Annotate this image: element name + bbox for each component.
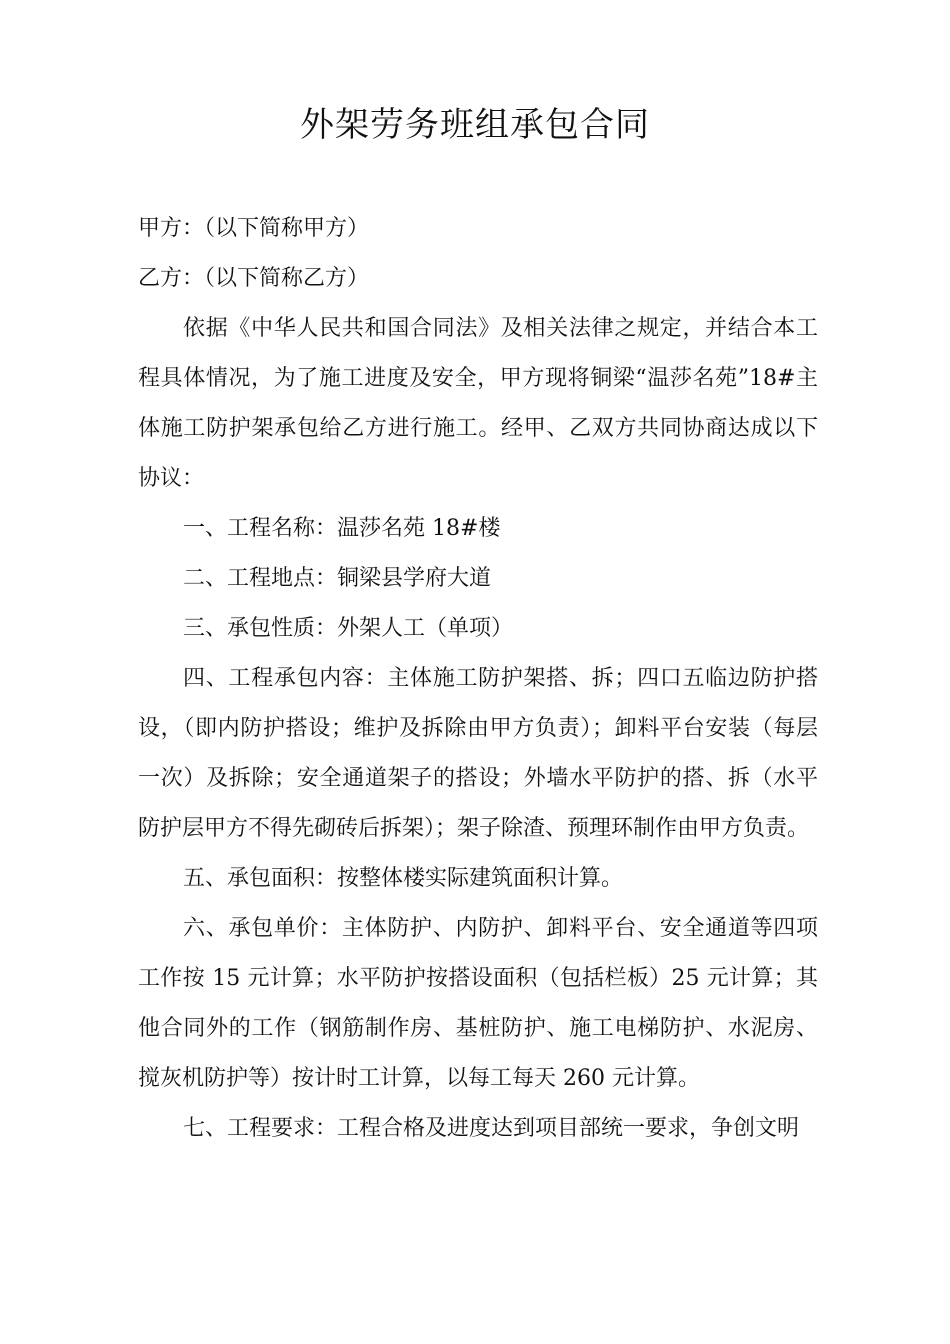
clause-contract-nature: 三、承包性质：外架人工（单项） bbox=[183, 616, 514, 641]
party-a-line: 甲方：（以下简称甲方） bbox=[138, 216, 370, 241]
clause-contract-area: 五、承包面积：按整体楼实际建筑面积计算。 bbox=[183, 866, 624, 891]
clause-project-location: 二、工程地点：铜梁县学府大道 bbox=[183, 566, 492, 591]
document-body bbox=[138, 204, 818, 1154]
clause-project-name: 一、工程名称：温莎名苑 18#楼 bbox=[183, 516, 501, 541]
preamble-paragraph: 依据《中华人民共和国合同法》及相关法律之规定，并结合本工程具体情况，为了施工进度及安全，甲方现将铜梁“温莎名苑”18#主体施工防护架承包给乙方进行施工。经甲、乙双方共同协商达成以下协议： bbox=[138, 316, 818, 491]
clause-project-requirements: 七、工程要求：工程合格及进度达到项目部统一要求，争创文明 bbox=[183, 1116, 800, 1141]
clause-contract-scope: 四、工程承包内容：主体施工防护架搭、拆；四口五临边防护搭设，（即内防护搭设；维护及拆除由甲方负责）；卸料平台安装（每层一次）及拆除；安全通道架子的搭设；外墙水平防护的搭、拆（水平防护层甲方不得先砌砖后拆架）；架子除渣、预理环制作由甲方负责。 bbox=[138, 666, 818, 841]
clause-unit-price: 六、承包单价：主体防护、内防护、卸料平台、安全通道等四项工作按 15 元计算；水平防护按搭设面积（包括栏板）25 元计算；其他合同外的工作（钢筋制作房、基桩防护、施工电梯防护、水泥房、搅灰机防护等）按计时工计算，以每工每天 260 元计算。 bbox=[138, 916, 818, 1091]
document-title: 外架劳务班组承包合同 bbox=[300, 105, 650, 145]
party-b-line: 乙方：（以下简称乙方） bbox=[138, 266, 370, 291]
